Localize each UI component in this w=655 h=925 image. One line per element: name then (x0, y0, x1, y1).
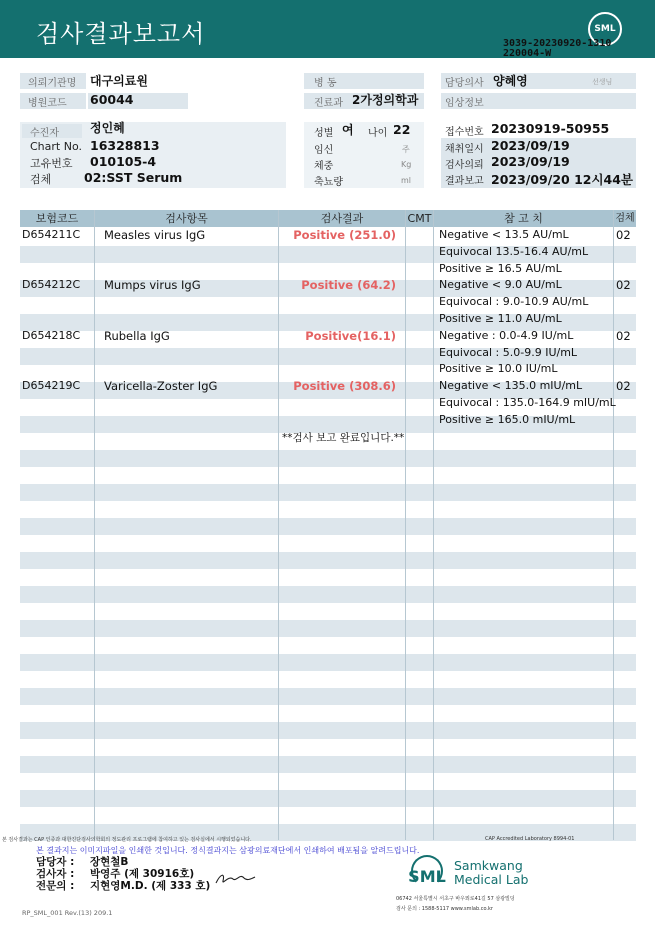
th-code: 보험코드 (20, 210, 94, 227)
test-item: Mumps virus IgG (104, 278, 201, 293)
row-band (20, 722, 636, 739)
insurance-code: D654211C (22, 228, 81, 241)
request-value: 2023/09/19 (491, 154, 570, 169)
report-label: 결과보고 (445, 176, 484, 187)
reference-range: Negative : 0.0-4.9 IU/mL (439, 328, 574, 342)
dept-label: 진료과 (314, 98, 343, 109)
report-header (0, 0, 655, 58)
specimen-code: 02 (616, 328, 631, 343)
reference-range: Positive ≥ 165.0 mIU/mL (439, 412, 576, 426)
th-cmt: CMT (407, 212, 432, 225)
specimen-code: 02 (616, 228, 631, 242)
insurance-code: D654218C (22, 328, 81, 342)
specimen-code: 02 (616, 278, 631, 293)
signature-icon (213, 869, 257, 887)
test-result: Positive (251.0) (293, 228, 396, 242)
specimen-label: 검체 (30, 173, 52, 186)
test-result: Positive (308.6) (293, 379, 396, 394)
row-band (20, 790, 636, 807)
pregnancy-label: 임신 (314, 145, 334, 156)
sex-value: 여 (342, 123, 354, 137)
age-value: 22 (393, 122, 411, 137)
staff-tester: 검사자 : 박영주 (제 30916호) (36, 868, 195, 880)
row-band (20, 756, 636, 773)
institution-value: 대구의료원 (90, 74, 148, 88)
age-label: 나이 (368, 128, 388, 139)
clinical-label: 임상정보 (445, 98, 484, 109)
row-band (20, 450, 636, 467)
weight-label: 체중 (314, 161, 334, 172)
divider (613, 210, 614, 840)
row-band (20, 620, 636, 637)
row-band (20, 552, 636, 569)
patient-value: 정인혜 (90, 121, 125, 135)
th-reference: 참 고 치 (434, 210, 613, 227)
ward-label: 병 동 (314, 78, 337, 89)
test-result: Positive(16.1) (305, 328, 396, 343)
th-specimen: 검체 (614, 210, 636, 227)
pregnancy-unit: 주 (402, 145, 410, 154)
divider (433, 210, 434, 840)
divider (94, 210, 95, 840)
test-item: Varicella-Zoster IgG (104, 379, 218, 394)
chart-value: 16328813 (90, 138, 160, 153)
th-result: 검사결과 (279, 210, 405, 227)
row-band (20, 688, 636, 705)
report-value: 2023/09/20 12시44분 (491, 172, 634, 187)
sml-footer-logo-icon: SML (405, 855, 449, 887)
reference-range: Positive ≥ 16.5 AU/mL (439, 261, 562, 275)
reference-range: Equivocal : 135.0-164.9 mIU/mL (439, 396, 616, 409)
row-band (20, 518, 636, 535)
divider (405, 210, 406, 840)
test-item: Measles virus IgG (104, 228, 206, 242)
request-label: 검사의뢰 (445, 160, 484, 171)
test-item: Rubella IgG (104, 328, 170, 343)
uid-label: 고유번호 (30, 157, 73, 170)
weight-unit: Kg (401, 160, 412, 169)
chart-label: Chart No. (30, 140, 82, 153)
reference-range: Negative < 13.5 AU/mL (439, 228, 569, 241)
reference-range: Negative < 135.0 mIU/mL (439, 379, 583, 393)
staff-manager: 담당자 : 장현철B (36, 856, 129, 868)
institution-label: 의뢰기관명 (28, 78, 77, 89)
reference-range: Positive ≥ 11.0 AU/mL (439, 312, 562, 325)
sml-logo-icon: SML (588, 12, 622, 46)
hospital-code-value: 60044 (90, 92, 134, 107)
lab-name: Samkwang Medical Lab (454, 858, 529, 887)
doctor-value: 양혜영 (493, 74, 528, 88)
row-band (20, 586, 636, 603)
report-id-line2: 220004-W (503, 48, 552, 59)
patient-label: 수진자 (30, 128, 59, 139)
hospital-code-label: 병원코드 (28, 98, 67, 109)
report-id-line1: 3039-20230920-1310 (503, 38, 612, 49)
row-band (20, 484, 636, 501)
dept-value: 2가정의학과 (352, 93, 419, 107)
test-result: Positive (64.2) (301, 278, 396, 293)
urine-unit: ml (401, 176, 412, 185)
doctor-suffix: 선생님 (592, 78, 613, 86)
insurance-code: D654212C (22, 278, 81, 292)
insurance-code: D654219C (22, 379, 81, 393)
reference-range: Equivocal : 5.0-9.9 IU/mL (439, 345, 578, 359)
reference-range: Positive ≥ 10.0 IU/mL (439, 362, 558, 376)
lab-phone: 검사 문의 : 1588-5117 www.smlab.co.kr (396, 906, 493, 912)
cap-accreditation: CAP Accredited Laboratory 8994-01 (485, 836, 575, 842)
report-title: 검사결과보고서 (36, 20, 206, 48)
urine-label: 축뇨량 (314, 177, 343, 188)
receipt-label: 접수번호 (445, 127, 484, 138)
form-id: RP_SML_001 Rev.(13) 209.1 (22, 909, 113, 917)
cap-note: 본 검사결과는 CAP 인증과 대한진단검사의학회의 정도관리 프로그램에 참여하고 있는 검사실에서 시행되었습니다. (2, 837, 252, 843)
staff-specialist: 전문의 : 지현영M.D. (제 333 호) (36, 880, 211, 892)
reference-range: Equivocal : 9.0-10.9 AU/mL (439, 295, 589, 309)
uid-value: 010105-4 (90, 154, 157, 169)
collect-value: 2023/09/19 (491, 138, 570, 153)
sex-label: 성별 (314, 128, 334, 139)
print-notice: 본 결과지는 이미지파일을 인쇄한 것입니다. 정식결과지는 삼광의료재단에서 인쇄하여 배포됨을 알려드립니다. (36, 846, 420, 855)
collect-label: 채취일시 (445, 144, 484, 155)
row-band (20, 654, 636, 671)
divider (278, 210, 279, 840)
lab-address: 06742 서울특별시 서초구 바우뫼로41길 57 삼광빌딩 (396, 896, 515, 902)
specimen-code: 02 (616, 379, 631, 394)
report-complete-note: **검사 보고 완료입니다.** (282, 432, 405, 444)
th-item: 검사항목 (95, 210, 278, 227)
doctor-label: 담당의사 (445, 78, 484, 89)
receipt-value: 20230919-50955 (491, 121, 610, 136)
reference-range: Negative < 9.0 AU/mL (439, 278, 562, 292)
reference-range: Equivocal 13.5-16.4 AU/mL (439, 244, 589, 258)
specimen-value: 02:SST Serum (84, 170, 183, 185)
